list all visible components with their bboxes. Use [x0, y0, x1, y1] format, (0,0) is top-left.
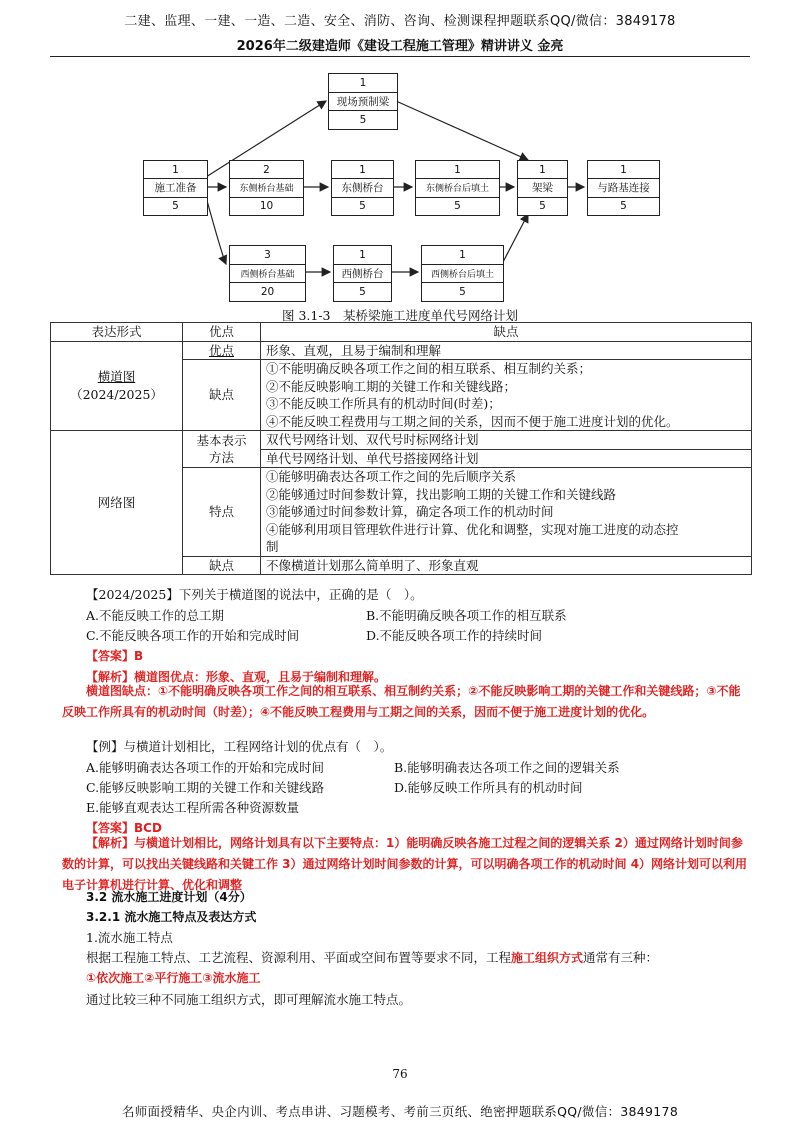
- q1-option-b: B.不能明确反映各项工作的相互联系: [366, 608, 567, 623]
- subsection-heading: 3.2.1 流水施工特点及表达方式: [86, 910, 257, 924]
- node-name: 西侧桥台: [334, 264, 391, 283]
- node-name: 东侧桥台后填土: [416, 178, 499, 196]
- advantage-label: 优点: [183, 341, 261, 360]
- organization-methods: ①依次施工②平行施工③流水施工: [86, 971, 261, 985]
- q2-option-c: C.能够反映影响工期的关键工作和关键线路: [86, 780, 325, 795]
- list-item: ④能够利用项目管理软件进行计算、优化和调整，实现对施工进度的动态控: [266, 521, 679, 537]
- table-row: [51, 431, 752, 450]
- node-west-backfill: [421, 245, 504, 302]
- node-name: 架梁: [518, 178, 567, 196]
- list-item: ③能够通过时间参数计算，确定各项工作的机动时间: [266, 504, 554, 519]
- list-item: ③不能反映工作所具有的机动时间(时差)；: [266, 396, 501, 411]
- q2-analysis: 【解析】与横道计划相比，网络计划具有以下主要特点：1）能明确反映各施工过程之间的逻辑关系 2）通过网络计划时间参数的计算，可以找出关键线路和关键工作 3）通过网络计划时间参数的计算，可以明确各项工作的机动时间 4）网络计划可以利用电子计算机进行计算、优化和调整: [62, 836, 748, 892]
- q1-option-a: A.不能反映工作的总工期: [86, 608, 225, 623]
- q2-option-b: B.能够明确表达各项工作之间的逻辑关系: [394, 760, 620, 775]
- node-id: 1: [459, 248, 466, 261]
- document-title: 2026年二级建造师《建设工程施工管理》精讲讲义 金亮: [236, 39, 564, 54]
- node-west-abutment: [333, 245, 392, 302]
- node-id: 1: [359, 76, 367, 89]
- node-road-connection: [587, 160, 660, 216]
- node-east-abutment-foundation: [229, 160, 304, 216]
- advantage-text: 形象、直观，且易于编制和理解: [261, 341, 752, 360]
- node-id: 3: [264, 248, 271, 261]
- basic-method-item: 双代号网络计划、双代号时标网络计划: [261, 431, 752, 450]
- network-disadvantage-text: 不像横道计划那么简单明了、形象直观: [261, 556, 752, 575]
- q1-option-d: D.不能反映各项工作的持续时间: [366, 628, 543, 643]
- node-id: 2: [263, 163, 270, 176]
- table-header: 缺点: [261, 323, 752, 342]
- node-west-abutment-foundation: [229, 245, 306, 302]
- table-header: 表达形式: [51, 323, 183, 342]
- basic-method-label: [183, 431, 261, 468]
- section-heading: 3.2 流水施工进度计划（4分）: [86, 890, 252, 904]
- node-construction-prep: [143, 160, 208, 216]
- feature-label: 特点: [183, 468, 261, 557]
- list-item: ①能够明确表达各项工作之间的先后顺序关系: [266, 469, 517, 484]
- q1-answer: 【答案】B: [86, 649, 144, 663]
- list-item: ①不能明确反映各项工作之间的相互联系、相互制约关系；: [266, 361, 592, 376]
- node-name: 与路基连接: [588, 178, 659, 196]
- node-duration: 20: [230, 282, 305, 301]
- q1-analysis-disadvantage: 横道图缺点：①不能明确反映各项工作之间的相互联系、相互制约关系；②不能反映影响工期的关键工作和关键线路；③不能反映工作所具有的机动时间（时差）；④不能反映工程费用与工期之间的关系，因而不便于施工进度计划的优化。: [62, 684, 741, 719]
- table-header: 优点: [183, 323, 261, 342]
- paragraph-text: 通常有三种：: [583, 950, 659, 965]
- node-duration: 5: [588, 197, 659, 215]
- node-duration: 5: [518, 197, 567, 215]
- arrow: [502, 214, 528, 264]
- table-row: [51, 341, 752, 360]
- arrow: [396, 101, 528, 160]
- basic-label-line: 方法: [208, 450, 234, 465]
- page-number: 76: [392, 1067, 408, 1081]
- list-item: ②能够通过时间参数计算，找出影响工期的关键工作和关键线路: [266, 486, 617, 502]
- list-item: ④不能反映工程费用与工期之间的关系，因而不便于施工进度计划的优化。: [266, 413, 679, 429]
- network-cell: 网络图: [51, 431, 183, 575]
- node-duration: 5: [329, 110, 397, 129]
- q2-option-a: A.能够明确表达各项工作的开始和完成时间: [86, 760, 325, 775]
- diagram-arrows: [0, 0, 800, 320]
- node-duration: 5: [332, 197, 393, 215]
- node-id: 1: [620, 163, 627, 176]
- node-name: 东侧桥台: [332, 178, 393, 196]
- footer-contact-line: 名师面授精华、央企内训、考点串讲、习题模考、考前三页纸、绝密押题联系QQ/微信：3849178: [121, 1104, 679, 1119]
- disadvantage-list: [261, 360, 752, 431]
- sub-item-heading: 1.流水施工特点: [86, 930, 173, 945]
- paragraph: 通过比较三种不同施工组织方式，即可理解流水施工特点。: [86, 992, 412, 1007]
- node-duration: 5: [416, 197, 499, 215]
- node-name: 施工准备: [144, 178, 207, 196]
- node-name: 现场预制梁: [329, 92, 397, 111]
- q2-option-e: E.能够直观表达工程所需各种资源数量: [86, 800, 300, 815]
- basic-method-item: 单代号网络计划、单代号搭接网络计划: [261, 449, 752, 468]
- node-name: 东侧桥台基础: [230, 178, 303, 196]
- node-id: 1: [359, 248, 366, 261]
- list-item: ②不能反映影响工期的关键工作和关键线路；: [266, 378, 517, 394]
- node-name: 西侧桥台后填土: [422, 264, 503, 283]
- node-duration: 5: [422, 282, 503, 301]
- node-id: 1: [359, 163, 366, 176]
- node-duration: 10: [230, 197, 303, 215]
- node-duration: 5: [144, 197, 207, 215]
- paragraph-text: 根据工程施工特点、工艺流程、资源利用、平面或空间布置等要求不同，工程: [86, 950, 512, 965]
- bar-chart-name: 横道图: [97, 369, 136, 385]
- node-name: 西侧桥台基础: [230, 264, 305, 283]
- q1-option-c: C.不能反映各项工作的开始和完成时间: [86, 628, 300, 643]
- figure-caption: 图 3.1-3 某桥梁施工进度单代号网络计划: [281, 308, 519, 323]
- node-duration: 5: [334, 282, 391, 301]
- q2-stem: 【例】与横道计划相比，工程网络计划的优点有（ ）。: [86, 739, 393, 754]
- node-precast-beam: [328, 73, 398, 130]
- node-id: 1: [454, 163, 461, 176]
- network-disadvantage-label: 缺点: [183, 556, 261, 575]
- node-beam-erection: [517, 160, 568, 216]
- q2-option-d: D.能够反映工作所具有的机动时间: [394, 780, 583, 795]
- q1-stem: 【2024/2025】下列关于横道图的说法中，正确的是（ ）。: [86, 587, 423, 602]
- header-contact-line: 二建、监理、一建、一造、二造、安全、消防、咨询、检测课程押题联系QQ/微信：3849178: [124, 14, 676, 29]
- node-east-backfill: [415, 160, 500, 216]
- disadvantage-label: 缺点: [183, 360, 261, 431]
- node-id: 1: [172, 163, 179, 176]
- highlight-text: 施工组织方式: [511, 951, 584, 965]
- arrow: [206, 197, 226, 264]
- q2-answer: 【答案】BCD: [86, 821, 162, 835]
- bar-chart-cell: [51, 341, 183, 431]
- node-east-abutment: [331, 160, 394, 216]
- bar-chart-years: （2024/2025）: [70, 386, 163, 402]
- comparison-table: [50, 322, 752, 575]
- paragraph: [86, 948, 658, 966]
- node-id: 1: [539, 163, 546, 176]
- q1-analysis-advantage: 【解析】横道图优点：形象、直观，且易于编制和理解。: [86, 670, 387, 684]
- list-item: 制: [266, 539, 279, 554]
- table-header-row: [51, 323, 752, 342]
- feature-list: [261, 468, 752, 557]
- basic-label-line: 基本表示: [196, 432, 247, 448]
